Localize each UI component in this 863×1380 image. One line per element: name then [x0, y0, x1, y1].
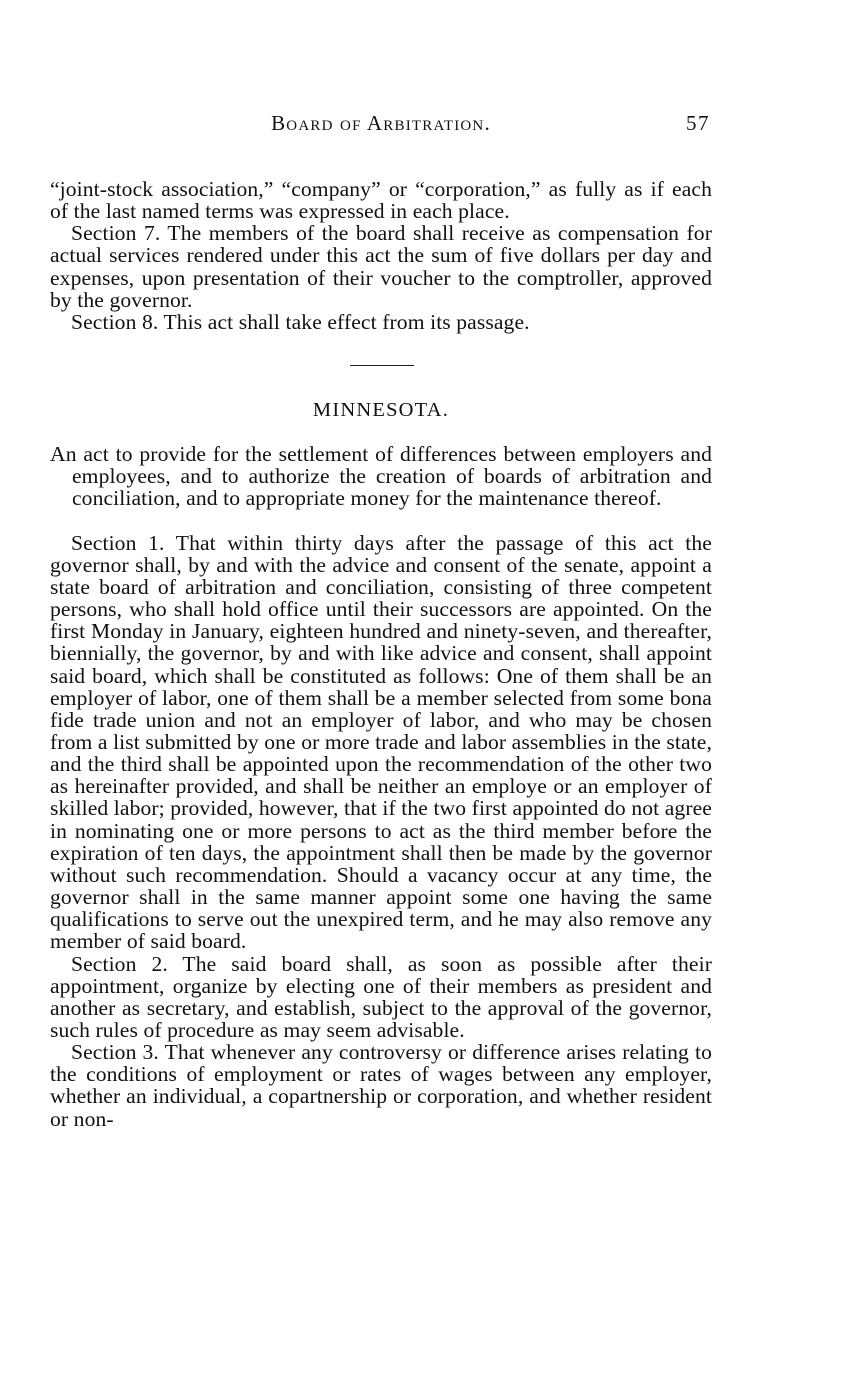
page-number: 57: [686, 111, 710, 135]
divider: [50, 333, 712, 399]
section-3-paragraph: Section 3. That whenever any controversy or difference arises relating to the conditions of employment or rates of wages between any employer, whether an individual, a copartnership or corporation, and whether resident or non-: [50, 1040, 712, 1131]
running-head: [50, 112, 712, 138]
running-head-title: Board of Arbitration.: [271, 111, 491, 135]
state-heading: MINNESOTA.: [312, 399, 450, 422]
section-1-paragraph: Section 1. That within thirty days after the passage of this act the governor shall, by and with the advice and consent of the senate, appoint a state board of arbitration and conciliation, consisting of three competent persons, who shall hold office until their successors are appointed. On the first Monday in January, eighteen hundred and ninety-seven, and thereafter, biennially, the governor, by and with like advice and consent, shall appoint said board, which shall be constituted as follows: One of them shall be an employer of labor, one of them shall be a member selected from some bona fide trade union and not an employer of labor, and who may be chosen from a list submitted by one or more trade and labor assemblies in the state, and the third shall be appointed upon the recommendation of the other two as hereinafter provided, and shall be neither an employe or an employer of skilled labor; provided, however, that if the two first appointed do not agree in nominating one or more persons to act as the third member before the expiration of ten days, the appointment shall then be made by the governor without such recommendation. Should a vacancy occur at any time, the governor shall in the same manner appoint some one having the same qualifications to serve out the unexpired term, and he may also remove any member of said board.: [50, 530, 712, 954]
document-page: [50, 112, 712, 1130]
section-7-paragraph: Section 7. The members of the board shall receive as compensation for actual services rendered under this act the sum of five dollars per day and expenses, upon presentation of their voucher to the comptroller, approved by the governor.: [50, 221, 712, 312]
section-8-paragraph: Section 8. This act shall take effect from its passage.: [71, 309, 530, 334]
continuation-paragraph: “joint-stock association,” “company” or “corporation,” as fully as if each of the last named terms was expressed in each place.: [50, 177, 712, 224]
section-2-paragraph: Section 2. The said board shall, as soon as possible after their appointment, organize by electing one of their members as president and another as secretary, and establish, subject to the approval of the governor, such rules of procedure as may seem advisable.: [50, 951, 712, 1042]
act-title: An act to provide for the settlement of differences between employers and employees, and to authorize the creation of boards of arbitration and conciliation, and to appropriate money for the maintenance thereof.: [50, 442, 712, 511]
divider-rule: [350, 365, 414, 366]
